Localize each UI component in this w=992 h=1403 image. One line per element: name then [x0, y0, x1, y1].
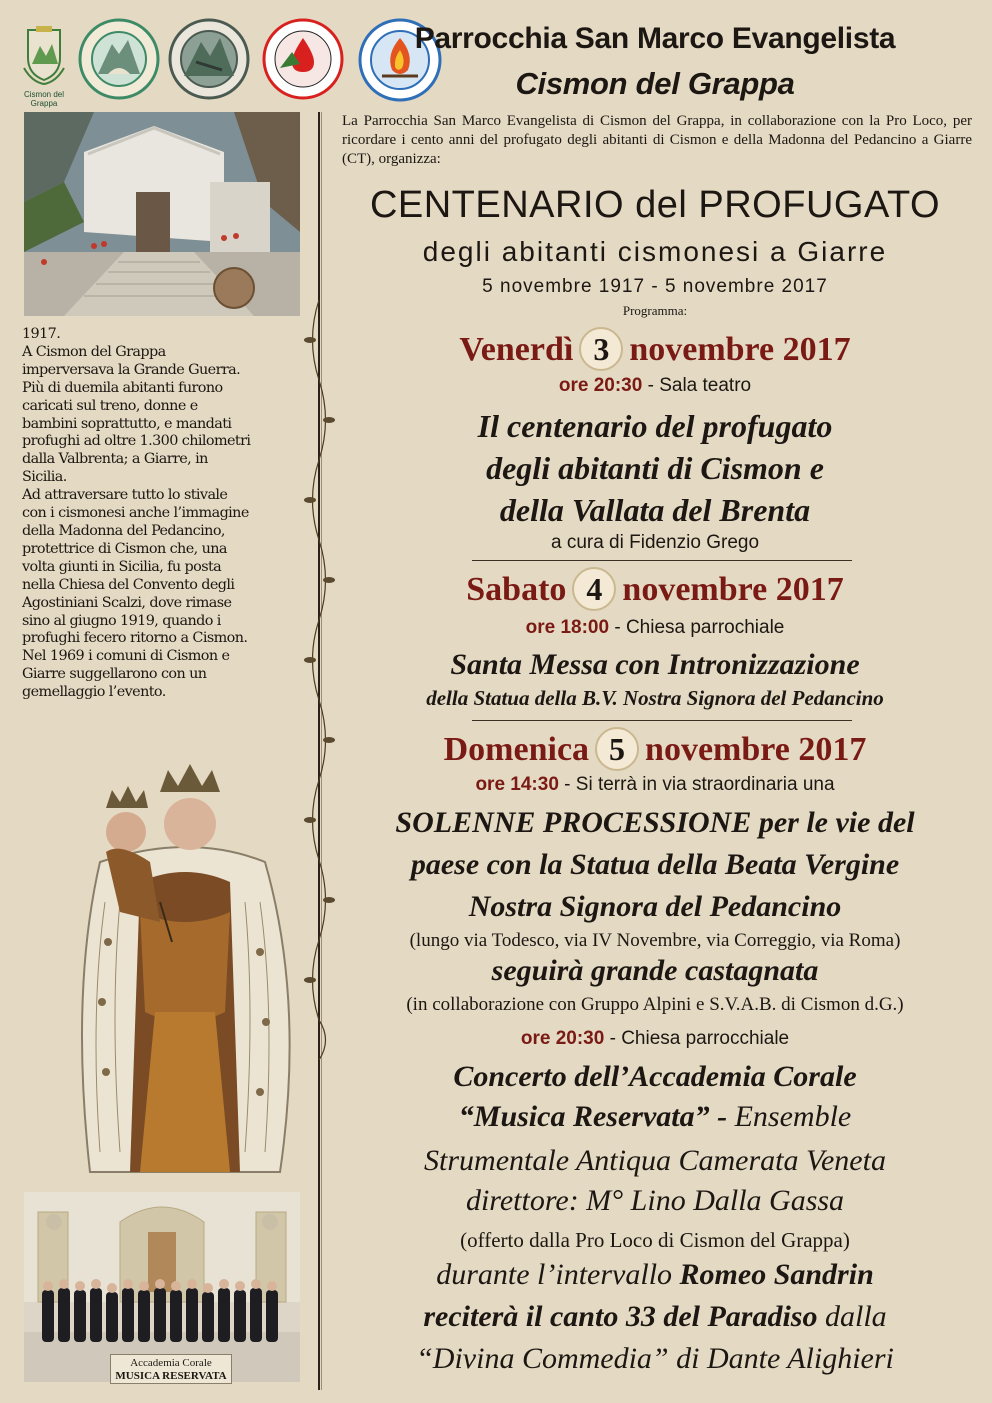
friday-title-line-1: Il centenario del profugato: [477, 408, 833, 444]
time: ore 18:00: [525, 617, 610, 638]
history-line: gemellaggio l’evento.: [22, 684, 166, 701]
history-text: [22, 326, 312, 702]
choir-caption-line-2: MUSICA RESERVATA: [115, 1370, 227, 1382]
place: - Chiesa parrocchiale: [604, 1028, 790, 1049]
day-friday-heading: [330, 330, 980, 374]
page-title: Parrocchia San Marco Evangelista: [414, 22, 896, 55]
saturday-time-line: [330, 617, 980, 639]
castagnata: seguirà grande castagnata: [491, 954, 819, 987]
concert-ensemble: Ensemble: [727, 1100, 852, 1133]
friday-time-line: [330, 375, 980, 397]
concert-line-5: (offerto dalla Pro Loco di Cismon del Grappa): [460, 1228, 850, 1252]
intro-text: La Parrocchia San Marco Evangelista di Cismon del Grappa, in collaborazione con la Pro Loco, per ricordare i cento anni del profugato degli abitanti di Cismon e della Madonna del Pedancino a Giarre (CT), organizza:: [342, 113, 972, 167]
history-line: Ad attraversare tutto lo stivale: [22, 487, 228, 504]
history-line: 1917.: [22, 326, 61, 342]
history-line: caricati sul treno, donne e: [22, 397, 198, 414]
concert-line-2: [330, 1100, 980, 1134]
friday-rule: [472, 560, 852, 561]
place: - Si terrà in via straordinaria una: [558, 774, 835, 795]
concert-line-1: Concerto dell’Accademia Corale: [453, 1060, 857, 1093]
saturday-title: Santa Messa con Intronizzazione: [450, 648, 860, 681]
comune-crest-logo: [22, 24, 66, 86]
page-subtitle: Cismon del Grappa: [515, 66, 795, 101]
event-dates: 5 novembre 1917 - 5 novembre 2017: [482, 276, 828, 297]
time: ore 14:30: [475, 774, 559, 795]
reading-dalla: dalla: [817, 1300, 887, 1333]
reading-intro: durante l’intervallo: [436, 1258, 680, 1291]
day-weekday: Venerdì: [459, 330, 574, 368]
event-title: CENTENARIO del PROFUGATO: [369, 184, 941, 226]
choir-caption: [110, 1354, 232, 1384]
history-line: Agostiniani Scalzi, dove rimase: [22, 594, 232, 611]
procession-line-1: SOLENNE PROCESSIONE per le vie del: [395, 806, 915, 839]
sunday-time-line: [330, 774, 980, 796]
day-number-badge: 5: [595, 727, 639, 771]
friday-title-line-2: degli abitanti di Cismon e: [486, 450, 824, 486]
reading-performer: Romeo Sandrin: [679, 1258, 874, 1291]
procession-route: (lungo via Todesco, via IV Novembre, via Correggio, via Roma): [409, 930, 901, 951]
reading-line-1: [330, 1258, 980, 1292]
friday-credit: a cura di Fidenzio Grego: [550, 532, 760, 553]
history-line: con i cismonesi anche l’immagine: [22, 505, 249, 522]
day-sunday-heading: [330, 730, 980, 774]
friday-title-line-3: della Vallata del Brenta: [499, 492, 811, 528]
place: - Chiesa parrochiale: [609, 617, 785, 638]
history-line: dalla Valbrenta; a Giarre, in: [22, 451, 208, 468]
day-month-year: novembre 2017: [622, 570, 844, 608]
reading-line-3: “Divina Commedia” di Dante Alighieri: [416, 1342, 894, 1375]
history-line: protettrice di Cismon che, una: [22, 540, 227, 557]
programma-label: Programma:: [622, 303, 688, 318]
history-line: Più di duemila abitanti furono: [22, 379, 223, 396]
history-line: sino al giugno 1919, quando i: [22, 612, 221, 629]
history-line: Nel 1969 i comuni di Cismon e: [22, 648, 230, 665]
concert-line-3: Strumentale Antiqua Camerata Veneta: [424, 1144, 886, 1177]
pro-loco-logo: [78, 18, 160, 100]
history-line: Sicilia.: [22, 469, 67, 486]
time: ore 20:30: [558, 375, 643, 396]
procession-line-3: Nostra Signora del Pedancino: [468, 890, 842, 923]
history-line: della Madonna del Pedancino,: [22, 522, 225, 539]
castagnata-collab: (in collaborazione con Gruppo Alpini e S.V.A.B. di Cismon d.G.): [406, 994, 904, 1015]
saturday-subtitle: della Statua della B.V. Nostra Signora del Pedancino: [426, 686, 884, 710]
reading-line-2: [330, 1300, 980, 1334]
day-saturday-heading: [330, 570, 980, 614]
place: - Sala teatro: [642, 375, 752, 396]
choir-caption-line-1: Accademia Corale: [130, 1357, 212, 1369]
history-line: nella Chiesa del Convento degli: [22, 576, 235, 593]
day-month-year: novembre 2017: [629, 330, 851, 368]
statue-photo: [60, 752, 310, 1182]
time: ore 20:30: [520, 1028, 605, 1049]
history-line: imperversava la Grande Guerra.: [22, 361, 241, 378]
history-line: A Cismon del Grappa: [22, 343, 166, 360]
concert-name: “Musica Reservata” -: [458, 1100, 728, 1133]
saturday-rule: [472, 720, 852, 721]
history-line: bambini soprattutto, e mandati: [22, 415, 232, 432]
gruppo-alpini-logo: [168, 18, 250, 100]
procession-line-2: paese con la Statua della Beata Vergine: [410, 848, 900, 881]
history-line: volta giunti in Sicilia, fu posta: [22, 558, 222, 575]
day-month-year: novembre 2017: [645, 730, 867, 768]
day-number-badge: 3: [579, 327, 623, 371]
day-number-badge: 4: [572, 567, 616, 611]
concert-time-line: [330, 1028, 980, 1050]
day-weekday: Domenica: [443, 730, 590, 768]
comune-caption: Cismon del Grappa: [23, 90, 64, 108]
concert-line-4: direttore: M° Lino Dalla Gassa: [465, 1184, 845, 1217]
history-line: profughi ad oltre 1.300 chilometri: [22, 433, 251, 450]
history-line: Giarre suggellarono con un: [22, 666, 207, 683]
history-line: profughi fecero ritorno a Cismon.: [22, 630, 248, 647]
reading-canto: reciterà il canto 33 del Paradiso: [423, 1300, 818, 1333]
day-weekday: Sabato: [466, 570, 567, 608]
event-subtitle: degli abitanti cismonesi a Giarre: [422, 236, 888, 267]
church-photo: [24, 112, 300, 316]
